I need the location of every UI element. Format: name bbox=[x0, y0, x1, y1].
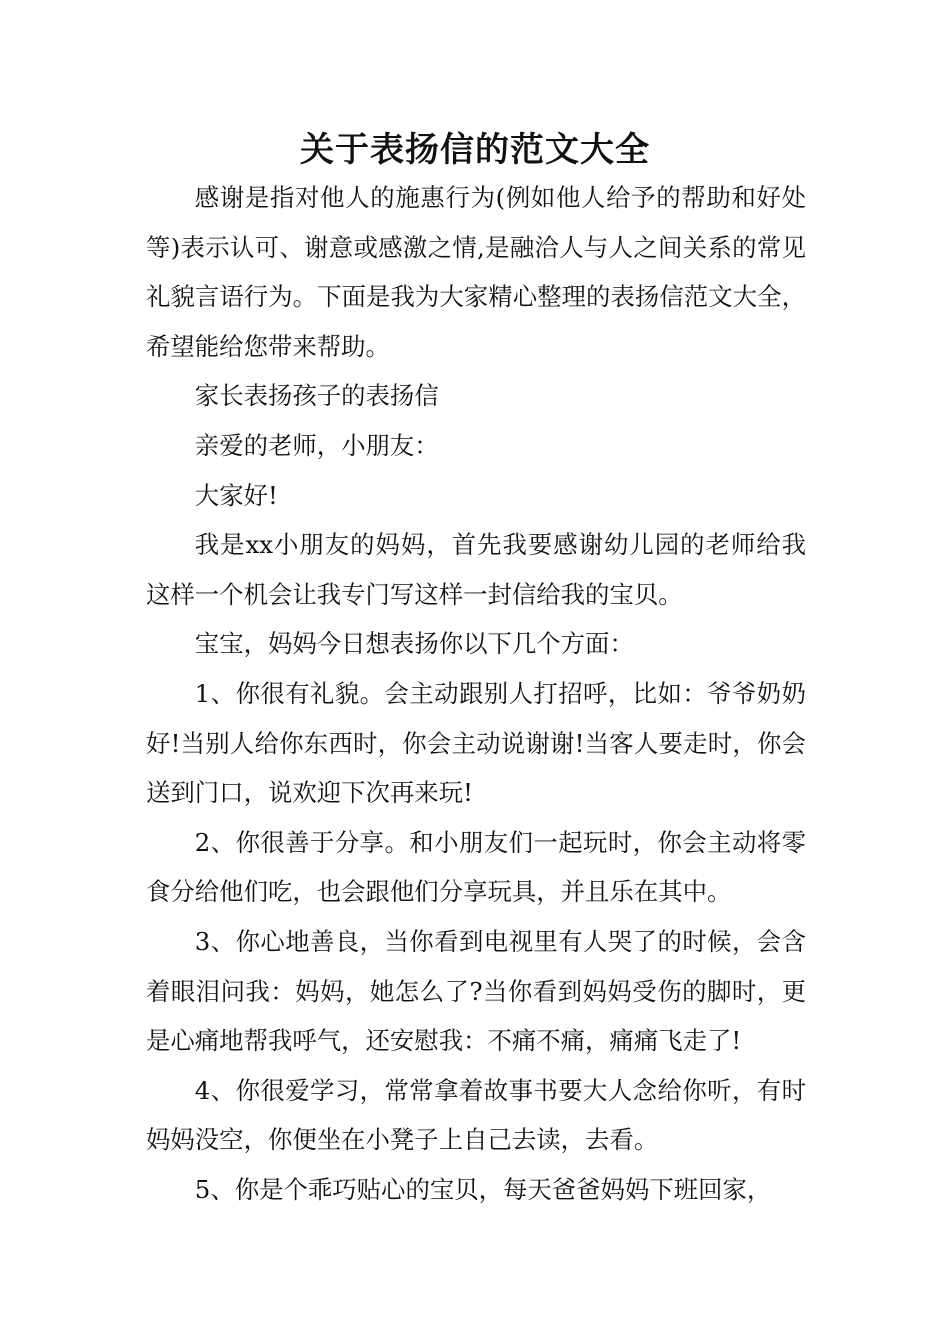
list-item-3: 3、你心地善良，当你看到电视里有人哭了的时候，会含着眼泪问我：妈妈，她怎么了?当你看到妈妈受伤的脚时，更是心痛地帮我呼气，还安慰我：不痛不痛，痛痛飞走了! bbox=[146, 926, 806, 1056]
list-item-2: 2、你很善于分享。和小朋友们一起玩时，你会主动将零食分给他们吃，也会跟他们分享玩具，并且乐在其中。 bbox=[146, 827, 806, 907]
salutation: 亲爱的老师，小朋友： bbox=[194, 430, 439, 460]
list-item-4: 4、你很爱学习，常常拿着故事书要大人念给你听，有时妈妈没空，你便坐在小凳子上自己去读，去看。 bbox=[146, 1075, 806, 1155]
list-item-1: 1、你很有礼貌。会主动跟别人打招呼，比如：爷爷奶奶好!当别人给你东西时，你会主动说谢谢!当客人要走时，你会送到门口，说欢迎下次再来玩! bbox=[146, 678, 806, 808]
greeting: 大家好! bbox=[194, 480, 278, 510]
document-title: 关于表扬信的范文大全 bbox=[300, 130, 650, 170]
document-body bbox=[146, 173, 806, 1214]
body-paragraph: 宝宝，妈妈今日想表扬你以下几个方面： bbox=[194, 629, 634, 659]
list-item-5: 5、你是个乖巧贴心的宝贝，每天爸爸妈妈下班回家， bbox=[194, 1174, 772, 1204]
section-heading: 家长表扬孩子的表扬信 bbox=[194, 381, 439, 411]
intro-paragraph: 感谢是指对他人的施惠行为(例如他人给予的帮助和好处等)表示认可、谢意或感激之情,是融洽人与人之间关系的常见礼貌言语行为。下面是我为大家精心整理的表扬信范文大全，希望能给您带来帮助。 bbox=[146, 183, 806, 361]
body-paragraph: 我是xx小朋友的妈妈，首先我要感谢幼儿园的老师给我这样一个机会让我专门写这样一封信给我的宝贝。 bbox=[146, 530, 806, 609]
